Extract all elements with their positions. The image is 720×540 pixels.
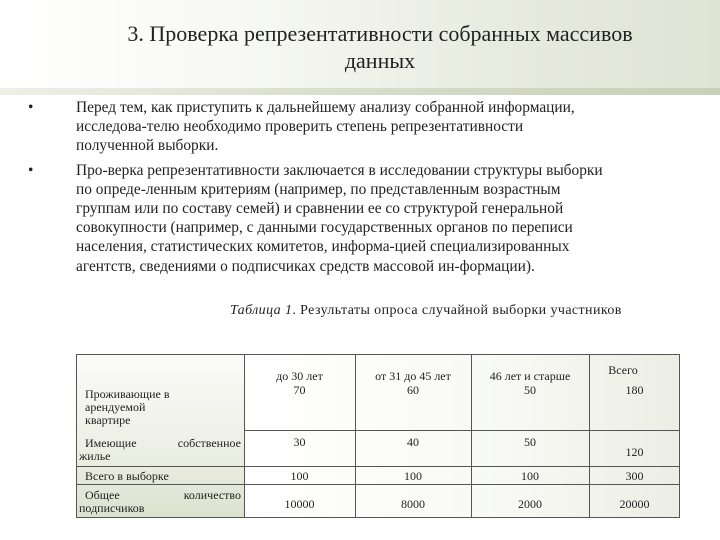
page-title <box>70 20 690 74</box>
row-label <box>79 437 241 463</box>
bullet-list <box>28 98 698 281</box>
table-cell: 2000 <box>518 497 542 511</box>
table-border-bottom <box>76 517 680 518</box>
row-label <box>85 470 241 483</box>
table-cell: 50 <box>524 435 536 449</box>
table-border-left <box>76 354 77 518</box>
table-row-divider <box>244 430 680 431</box>
bullet-text-line: Перед тем, как приступить к дальнейшему анализу собранной информации, <box>76 99 575 116</box>
header-total: Всего <box>608 363 638 377</box>
table-cell: 70 <box>293 383 306 397</box>
bullet-text-line: группам или по составу семей) и сравнении ее со структурой генеральной <box>76 200 564 218</box>
results-table <box>76 354 680 518</box>
bullet-item <box>28 161 698 276</box>
table-border-right <box>679 354 680 518</box>
title-line-1: 3. Проверка репрезентативности собранных массивов <box>127 21 633 46</box>
caption-text: . Результаты опроса случайной выборки участников <box>292 303 622 318</box>
row-label-line: квартире <box>85 413 131 427</box>
table-caption <box>230 302 700 320</box>
bullet-text-line: полученной выборки. <box>76 137 219 155</box>
table-cell: 20000 <box>619 497 650 511</box>
bullet-text-line: совокупности (например, с данными государственных органов по переписи <box>76 219 573 237</box>
bullet-text-line: Про-верка репрезентативности заключается в исследовании структуры выборки <box>76 161 603 179</box>
table-cell: 60 <box>407 383 419 397</box>
row-label <box>85 388 241 427</box>
row-label-line: Всего в выборке <box>85 469 169 483</box>
bullet-marker: • <box>28 99 34 116</box>
row-label-line: Имеющие собственное <box>85 436 241 450</box>
row-label-line: жилье <box>79 449 111 463</box>
table-cell: 10000 <box>284 497 315 511</box>
table-cell: 50 <box>524 383 536 397</box>
bullet-marker: • <box>28 161 34 179</box>
title-divider <box>0 88 720 95</box>
table-cell: 8000 <box>401 497 425 511</box>
table-cell: 100 <box>521 469 539 483</box>
bullet-text-line: исследова-телю необходимо проверить степень репрезентативности <box>76 118 524 136</box>
table-cell: 120 <box>625 445 644 459</box>
row-label-line: подписчиков <box>79 501 145 515</box>
table-cell: 100 <box>404 469 422 483</box>
row-label-line: Общее количество <box>85 488 241 502</box>
bullet-item <box>28 98 698 156</box>
table-cell: 30 <box>293 435 306 449</box>
caption-prefix: Таблица 1 <box>230 303 293 318</box>
table-cell: 40 <box>407 435 419 449</box>
header-age-46-plus: 46 лет и старше <box>489 369 571 383</box>
bullet-text-line: агентств, сведениями о подписчиках средств массовой ин-формации). <box>76 257 535 275</box>
table-row-divider <box>76 484 680 485</box>
header-age-under-30: до 30 лет <box>276 369 323 383</box>
row-label-line: арендуемой <box>85 400 146 414</box>
table-cell: 300 <box>625 469 644 483</box>
table-cell: 100 <box>290 469 309 483</box>
bullet-text-line: по опреде-ленным критериям (например, по представленным возрастным <box>76 180 561 198</box>
title-line-2: данных <box>344 48 416 73</box>
table-border-top <box>76 354 680 355</box>
table-cell: 180 <box>625 383 644 397</box>
table-col-divider <box>589 354 590 518</box>
row-label <box>79 489 241 515</box>
row-label-line: Проживающие в <box>85 387 170 401</box>
header-age-31-45: от 31 до 45 лет <box>375 369 451 383</box>
bullet-text-line: населения, статистических комитетов, информа-цией специализированных <box>76 238 570 256</box>
table-row-divider <box>76 466 680 467</box>
